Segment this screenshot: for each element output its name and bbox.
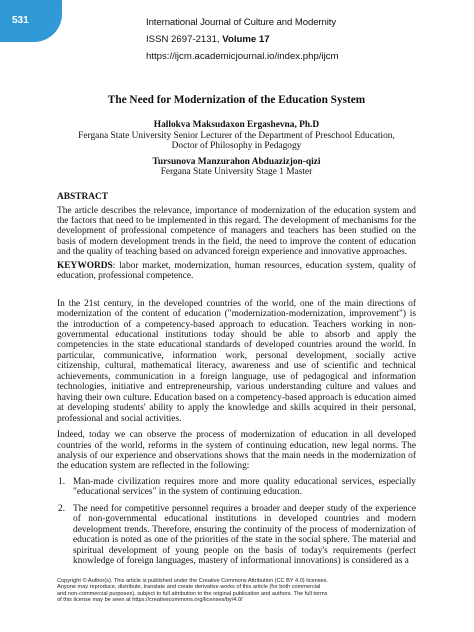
body-paragraph-1: In the 21st century, in the developed countries of the world, one of the main directions of modernization of the content of education ("modernization-modernization, improvement") is the introduction of a competency-based approach to education. Teachers working in non-governmental educational institutions today should be able to absorb and apply the competencies in the state educational standards of developed countries around the world. In particular, communicative, information work, personal development, socially active citizenship, cultural, mathematical literacy, awareness and use of scientific and technical achievements, communication in a foreign language, use of pedagogical and information technologies, initiative and entrepreneurship, various understanding culture and values and having their own culture. Education based on a competency-based approach is education aimed at developing students' ability to apply the knowledge and skills acquired in their personal, professional and social activities. xyxy=(57,298,416,424)
page-number: 531 xyxy=(12,15,29,26)
abstract-heading: ABSTRACT xyxy=(57,191,109,202)
list-text: The need for competitive personnel requires a broader and deeper study of the experience of non-governmental educational institutions in developed countries and modern development trends. Therefore, ensuring the continuity of the process of modernization of education is noted as one of the priorities of the state in the social sphere. The material and spiritual development of young people on the basis of today's requirements (perfect knowledge of foreign languages, mastery of informational innovations) is considered as a xyxy=(73,503,416,567)
footer-line: and non-commercial purposes), subject to full attribution to the original publication and authors. The full terms xyxy=(57,590,328,597)
issn: ISSN 2697-2131, xyxy=(146,34,223,45)
footer-line: Anyone may reproduce, distribute, translate and create derivative works of this article (for both commercial xyxy=(57,584,321,591)
author-name: Tursunova Manzurahon Abduazizjon-qizi xyxy=(152,156,321,167)
journal-name: International Journal of Culture and Modernity xyxy=(146,17,337,28)
author-affiliation: Fergana State University Stage 1 Master xyxy=(160,167,313,177)
issn-line xyxy=(146,31,339,48)
footer-line: of this license may be seen at https://creativecommons.org/licenses/by/4.0/ xyxy=(57,597,243,604)
list-item xyxy=(57,504,416,567)
volume: Volume 17 xyxy=(222,34,270,45)
keywords-label: KEYWORDS xyxy=(57,260,113,271)
author-block-1 xyxy=(57,120,416,152)
author-block-2 xyxy=(57,157,416,178)
abstract-text: The article describes the relevance, importance of modernization of the education system and the factors that need to be implemented in this regard. The development of mechanisms for the development of professional competence of managers and teachers has been studied on the basis of modern development trends in the field, the need to improve the content of education and the quality of teaching based on advanced foreign experience and innovative approaches. xyxy=(57,205,416,258)
article-title: The Need for Modernization of the Education System xyxy=(107,94,366,106)
list-text: Man-made civilization requires more and more quality educational services, especially "educational services" in the system of continuing education. xyxy=(73,476,416,498)
body-paragraph-2: Indeed, today we can observe the process of modernization of education in all developed countries of the world, reforms in the system of continuing education, new legal norms. The analysis of our experience and observations shows that the main needs in the modernization of the education system are reflected in the following: xyxy=(57,430,416,472)
author-name: Hallokva Maksudaxon Ergashevna, Ph.D xyxy=(153,120,320,130)
journal-url[interactable]: https://ijcm.academicjournal.io/index.php/ijcm xyxy=(146,51,339,62)
footer-line: Copyright © Author(s). This article is published under the Creative Commons Attribution (CC BY 4.0) licenses. xyxy=(57,578,328,584)
journal-header xyxy=(146,14,339,65)
list-number: 1. xyxy=(58,476,66,487)
license-footer xyxy=(57,578,417,604)
article-content xyxy=(57,94,416,573)
keywords-text: : labor market, modernization, human resources, education system, quality of education, professional competence. xyxy=(57,260,416,282)
needs-list xyxy=(57,477,416,567)
author-affiliation: Fergana State University Senior Lecturer of the Department of Preschool Education, xyxy=(78,130,395,141)
author-degree: Doctor of Philosophy in Pedagogy xyxy=(171,141,302,151)
page-number-badge xyxy=(0,0,62,42)
list-number: 2. xyxy=(58,503,66,514)
list-item xyxy=(57,477,416,498)
keywords xyxy=(57,261,416,282)
